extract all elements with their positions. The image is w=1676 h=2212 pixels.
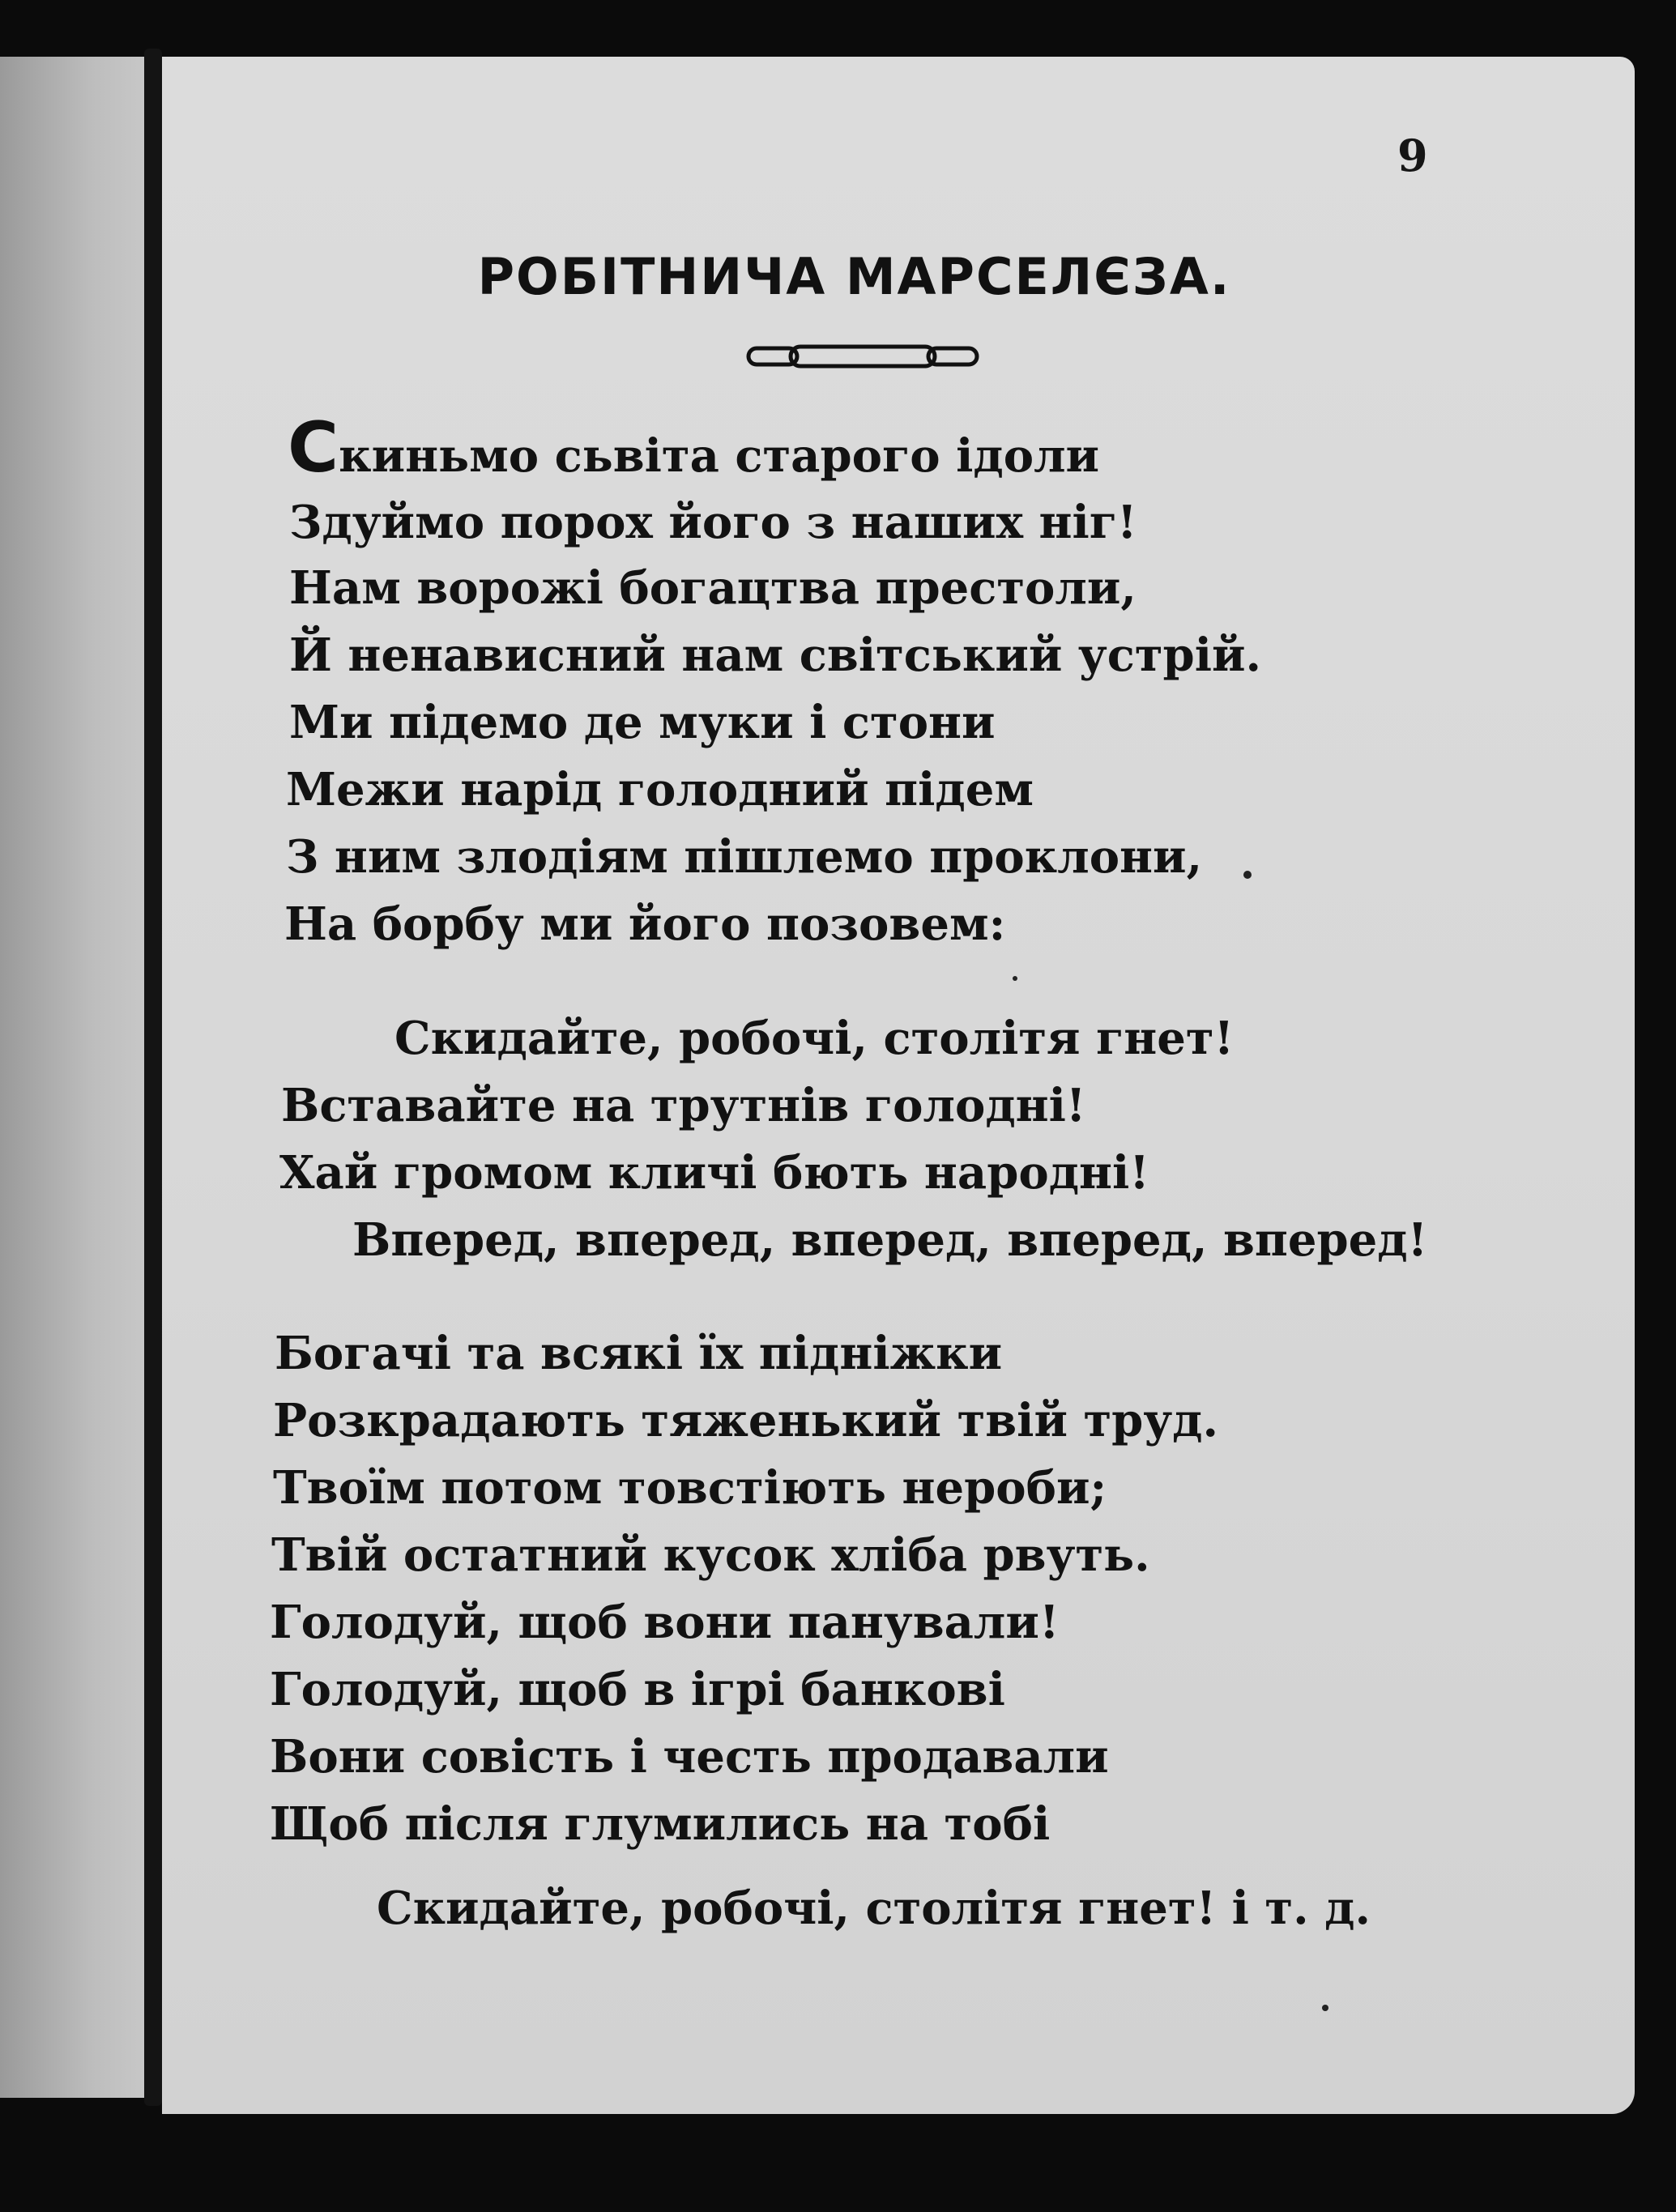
verse-line: Твій остатний кусок хліба рвуть. xyxy=(271,1528,1150,1582)
verse-line: Нам ворожі богацтва престоли, xyxy=(289,561,1137,615)
verse-line: Межи нарід голодний підем xyxy=(286,763,1034,816)
verse-line: Ми підемо де муки і стони xyxy=(289,696,996,749)
previous-page-edge xyxy=(0,57,154,2098)
drop-cap: С xyxy=(288,407,339,488)
verse-line: Розкрадають тяженький твій труд. xyxy=(273,1394,1219,1447)
verse-line xyxy=(288,407,1100,488)
verse-line: Здуймо порох його з наших ніг! xyxy=(289,496,1137,549)
verse-line: Й ненависний нам світський устрій. xyxy=(289,629,1262,682)
verse-line: З ним злодіям пішлемо проклони, xyxy=(286,830,1203,884)
scan-speck xyxy=(1013,976,1017,981)
poem-title: РОБІТНИЧА МАРСЕЛЄЗА. xyxy=(477,247,1231,306)
verse-line: Скидайте, робочі, столітя гнет! і т. д. xyxy=(377,1882,1371,1935)
verse-line: Вперед, вперед, вперед, вперед, вперед! xyxy=(352,1213,1428,1267)
verse-line: Голодуй, щоб в ігрі банкові xyxy=(270,1663,1005,1716)
verse-line: Скидайте, робочі, столітя гнет! xyxy=(394,1012,1235,1065)
verse-line: На борбу ми його позовем: xyxy=(284,897,1006,951)
scan-speck xyxy=(1243,871,1252,879)
binding-line xyxy=(144,49,162,2106)
verse-line: Вони совість і честь продавали xyxy=(270,1730,1109,1784)
scan-speck xyxy=(1322,2005,1328,2011)
verse-line: Голодуй, щоб вони панували! xyxy=(270,1596,1060,1649)
verse-line: Вставайте на трутнів голодні! xyxy=(281,1079,1086,1132)
verse-line: Твоїм потом товстіють нероби; xyxy=(273,1461,1107,1515)
verse-line: Хай громом кличі бють народні! xyxy=(279,1146,1149,1200)
verse-line-text: киньмо сьвіта старого ідоли xyxy=(339,429,1100,483)
page-number: 9 xyxy=(1397,130,1428,181)
verse-line: Богачі та всякі їх підніжки xyxy=(275,1327,1003,1380)
title-ornament xyxy=(745,340,980,373)
verse-line: Щоб після глумились на тобі xyxy=(270,1797,1051,1851)
